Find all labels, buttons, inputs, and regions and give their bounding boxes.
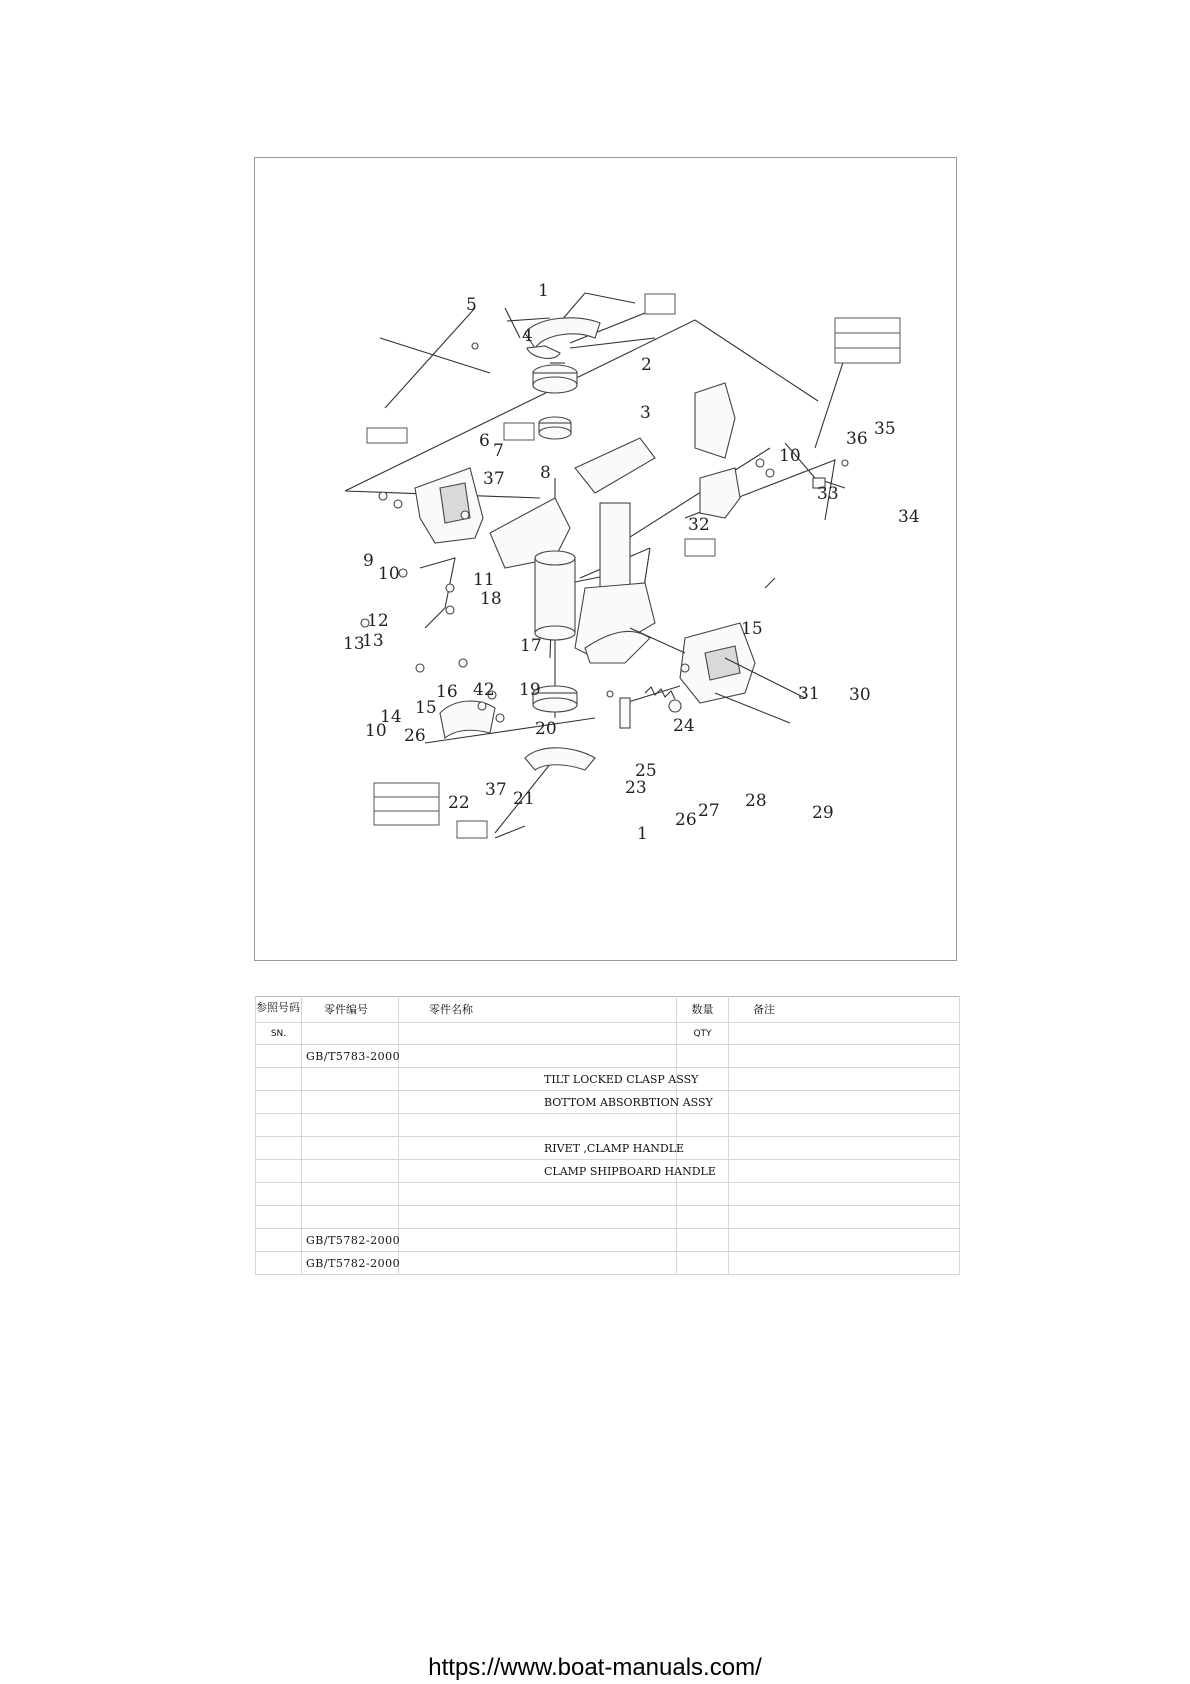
table-row bbox=[256, 1183, 960, 1206]
table-row bbox=[256, 1252, 960, 1275]
cell-qty bbox=[677, 1183, 729, 1206]
cell-remark bbox=[729, 1091, 960, 1114]
callout: 20 bbox=[535, 719, 557, 739]
callout: 14 bbox=[380, 707, 402, 727]
cell-name bbox=[399, 1252, 677, 1275]
table-header-row bbox=[256, 997, 960, 1023]
callout: 10 bbox=[779, 446, 801, 466]
callout: 13 bbox=[362, 631, 384, 651]
callout: 16 bbox=[436, 682, 458, 702]
cell-part-no bbox=[302, 1137, 399, 1160]
table-row bbox=[256, 1206, 960, 1229]
cell-qty bbox=[677, 1252, 729, 1275]
table-row bbox=[256, 1160, 960, 1183]
table-row bbox=[256, 1114, 960, 1137]
cell-name bbox=[399, 1183, 677, 1206]
cell-remark bbox=[729, 1137, 960, 1160]
cell-part-no bbox=[302, 1068, 399, 1091]
cell-name: CLAMP SHIPBOARD HANDLE bbox=[399, 1160, 677, 1183]
header-empty bbox=[399, 1023, 677, 1045]
table-row bbox=[256, 1091, 960, 1114]
cell-name bbox=[399, 1229, 677, 1252]
cell-sn bbox=[256, 1091, 302, 1114]
callout: 11 bbox=[473, 570, 495, 590]
callout: 36 bbox=[846, 429, 868, 449]
cell-part-no: GB/T5783-2000 bbox=[302, 1045, 399, 1068]
cell-sn bbox=[256, 1137, 302, 1160]
callout: 2 bbox=[641, 355, 652, 375]
callout: 18 bbox=[480, 589, 502, 609]
cell-remark bbox=[729, 1160, 960, 1183]
cell-qty bbox=[677, 1137, 729, 1160]
callout: 13 bbox=[343, 634, 365, 654]
cell-remark bbox=[729, 1068, 960, 1091]
cell-sn bbox=[256, 1068, 302, 1091]
callout: 42 bbox=[473, 680, 495, 700]
cell-sn bbox=[256, 1252, 302, 1275]
callout: 12 bbox=[367, 611, 389, 631]
cell-sn bbox=[256, 1114, 302, 1137]
parts-table bbox=[255, 996, 960, 1275]
cell-part-no bbox=[302, 1160, 399, 1183]
table-row bbox=[256, 1137, 960, 1160]
callout: 17 bbox=[520, 636, 542, 656]
callout: 34 bbox=[898, 507, 920, 527]
cell-remark bbox=[729, 1183, 960, 1206]
callout: 1 bbox=[637, 824, 648, 844]
cell-name bbox=[399, 1045, 677, 1068]
callout: 21 bbox=[513, 789, 535, 809]
cell-qty bbox=[677, 1229, 729, 1252]
callout: 15 bbox=[741, 619, 763, 639]
callout: 10 bbox=[378, 564, 400, 584]
table-row bbox=[256, 1229, 960, 1252]
callout: 19 bbox=[519, 680, 541, 700]
cell-part-no bbox=[302, 1206, 399, 1229]
exploded-parts-diagram bbox=[254, 157, 957, 961]
header-sn-en: SN. bbox=[256, 1023, 302, 1045]
callout: 3 bbox=[640, 403, 651, 423]
table-row bbox=[256, 1068, 960, 1091]
header-empty bbox=[729, 1023, 960, 1045]
cell-sn bbox=[256, 1229, 302, 1252]
cell-name: RIVET ,CLAMP HANDLE bbox=[399, 1137, 677, 1160]
header-sn-cn: 参照号码 bbox=[256, 997, 302, 1023]
callout: 27 bbox=[698, 801, 720, 821]
cell-qty bbox=[677, 1045, 729, 1068]
header-part-no: 零件编号 bbox=[302, 997, 399, 1023]
callout: 8 bbox=[540, 463, 551, 483]
table-row bbox=[256, 1045, 960, 1068]
callout: 22 bbox=[448, 793, 470, 813]
callout: 37 bbox=[483, 469, 505, 489]
header-remark: 备注 bbox=[729, 997, 960, 1023]
cell-remark bbox=[729, 1045, 960, 1068]
callout: 33 bbox=[817, 484, 839, 504]
callout-labels bbox=[343, 281, 920, 844]
callout: 1 bbox=[538, 281, 549, 301]
cell-name bbox=[399, 1114, 677, 1137]
cell-remark bbox=[729, 1206, 960, 1229]
cell-name: BOTTOM ABSORBTION ASSY bbox=[399, 1091, 677, 1114]
header-qty-cn: 数量 bbox=[677, 997, 729, 1023]
cell-part-no bbox=[302, 1114, 399, 1137]
cell-part-no: GB/T5782-2000 bbox=[302, 1229, 399, 1252]
callout: 31 bbox=[798, 684, 820, 704]
cell-part-no bbox=[302, 1183, 399, 1206]
callout: 23 bbox=[625, 778, 647, 798]
callout: 6 bbox=[479, 431, 490, 451]
cell-remark bbox=[729, 1252, 960, 1275]
callout: 26 bbox=[675, 810, 697, 830]
cell-remark bbox=[729, 1114, 960, 1137]
callout: 28 bbox=[745, 791, 767, 811]
cell-part-no: GB/T5782-2000 bbox=[302, 1252, 399, 1275]
diagram-canvas bbox=[255, 158, 958, 962]
callout: 4 bbox=[522, 326, 533, 346]
cell-remark bbox=[729, 1229, 960, 1252]
cell-sn bbox=[256, 1183, 302, 1206]
callout: 7 bbox=[493, 441, 504, 461]
footer-url-link[interactable]: https://www.boat-manuals.com/ bbox=[428, 1654, 762, 1681]
leader-lines bbox=[345, 293, 850, 838]
callout: 32 bbox=[688, 515, 710, 535]
callout: 29 bbox=[812, 803, 834, 823]
callout: 35 bbox=[874, 419, 896, 439]
cell-sn bbox=[256, 1160, 302, 1183]
header-empty bbox=[302, 1023, 399, 1045]
cell-name bbox=[399, 1206, 677, 1229]
callout: 37 bbox=[485, 780, 507, 800]
label-boxes bbox=[367, 294, 900, 838]
callout: 30 bbox=[849, 685, 871, 705]
cell-name: TILT LOCKED CLASP ASSY bbox=[399, 1068, 677, 1091]
callout: 25 bbox=[635, 761, 657, 781]
callout: 10 bbox=[365, 721, 387, 741]
cell-sn bbox=[256, 1206, 302, 1229]
cell-part-no bbox=[302, 1091, 399, 1114]
callout: 15 bbox=[415, 698, 437, 718]
header-part-name: 零件名称 bbox=[399, 997, 677, 1023]
cell-qty bbox=[677, 1206, 729, 1229]
table-subheader-row bbox=[256, 1023, 960, 1045]
cell-sn bbox=[256, 1045, 302, 1068]
callout: 9 bbox=[363, 551, 374, 571]
header-qty-en: QTY bbox=[677, 1023, 729, 1045]
callout: 5 bbox=[466, 295, 477, 315]
cell-qty bbox=[677, 1114, 729, 1137]
callout: 26 bbox=[404, 726, 426, 746]
callout: 24 bbox=[673, 716, 695, 736]
